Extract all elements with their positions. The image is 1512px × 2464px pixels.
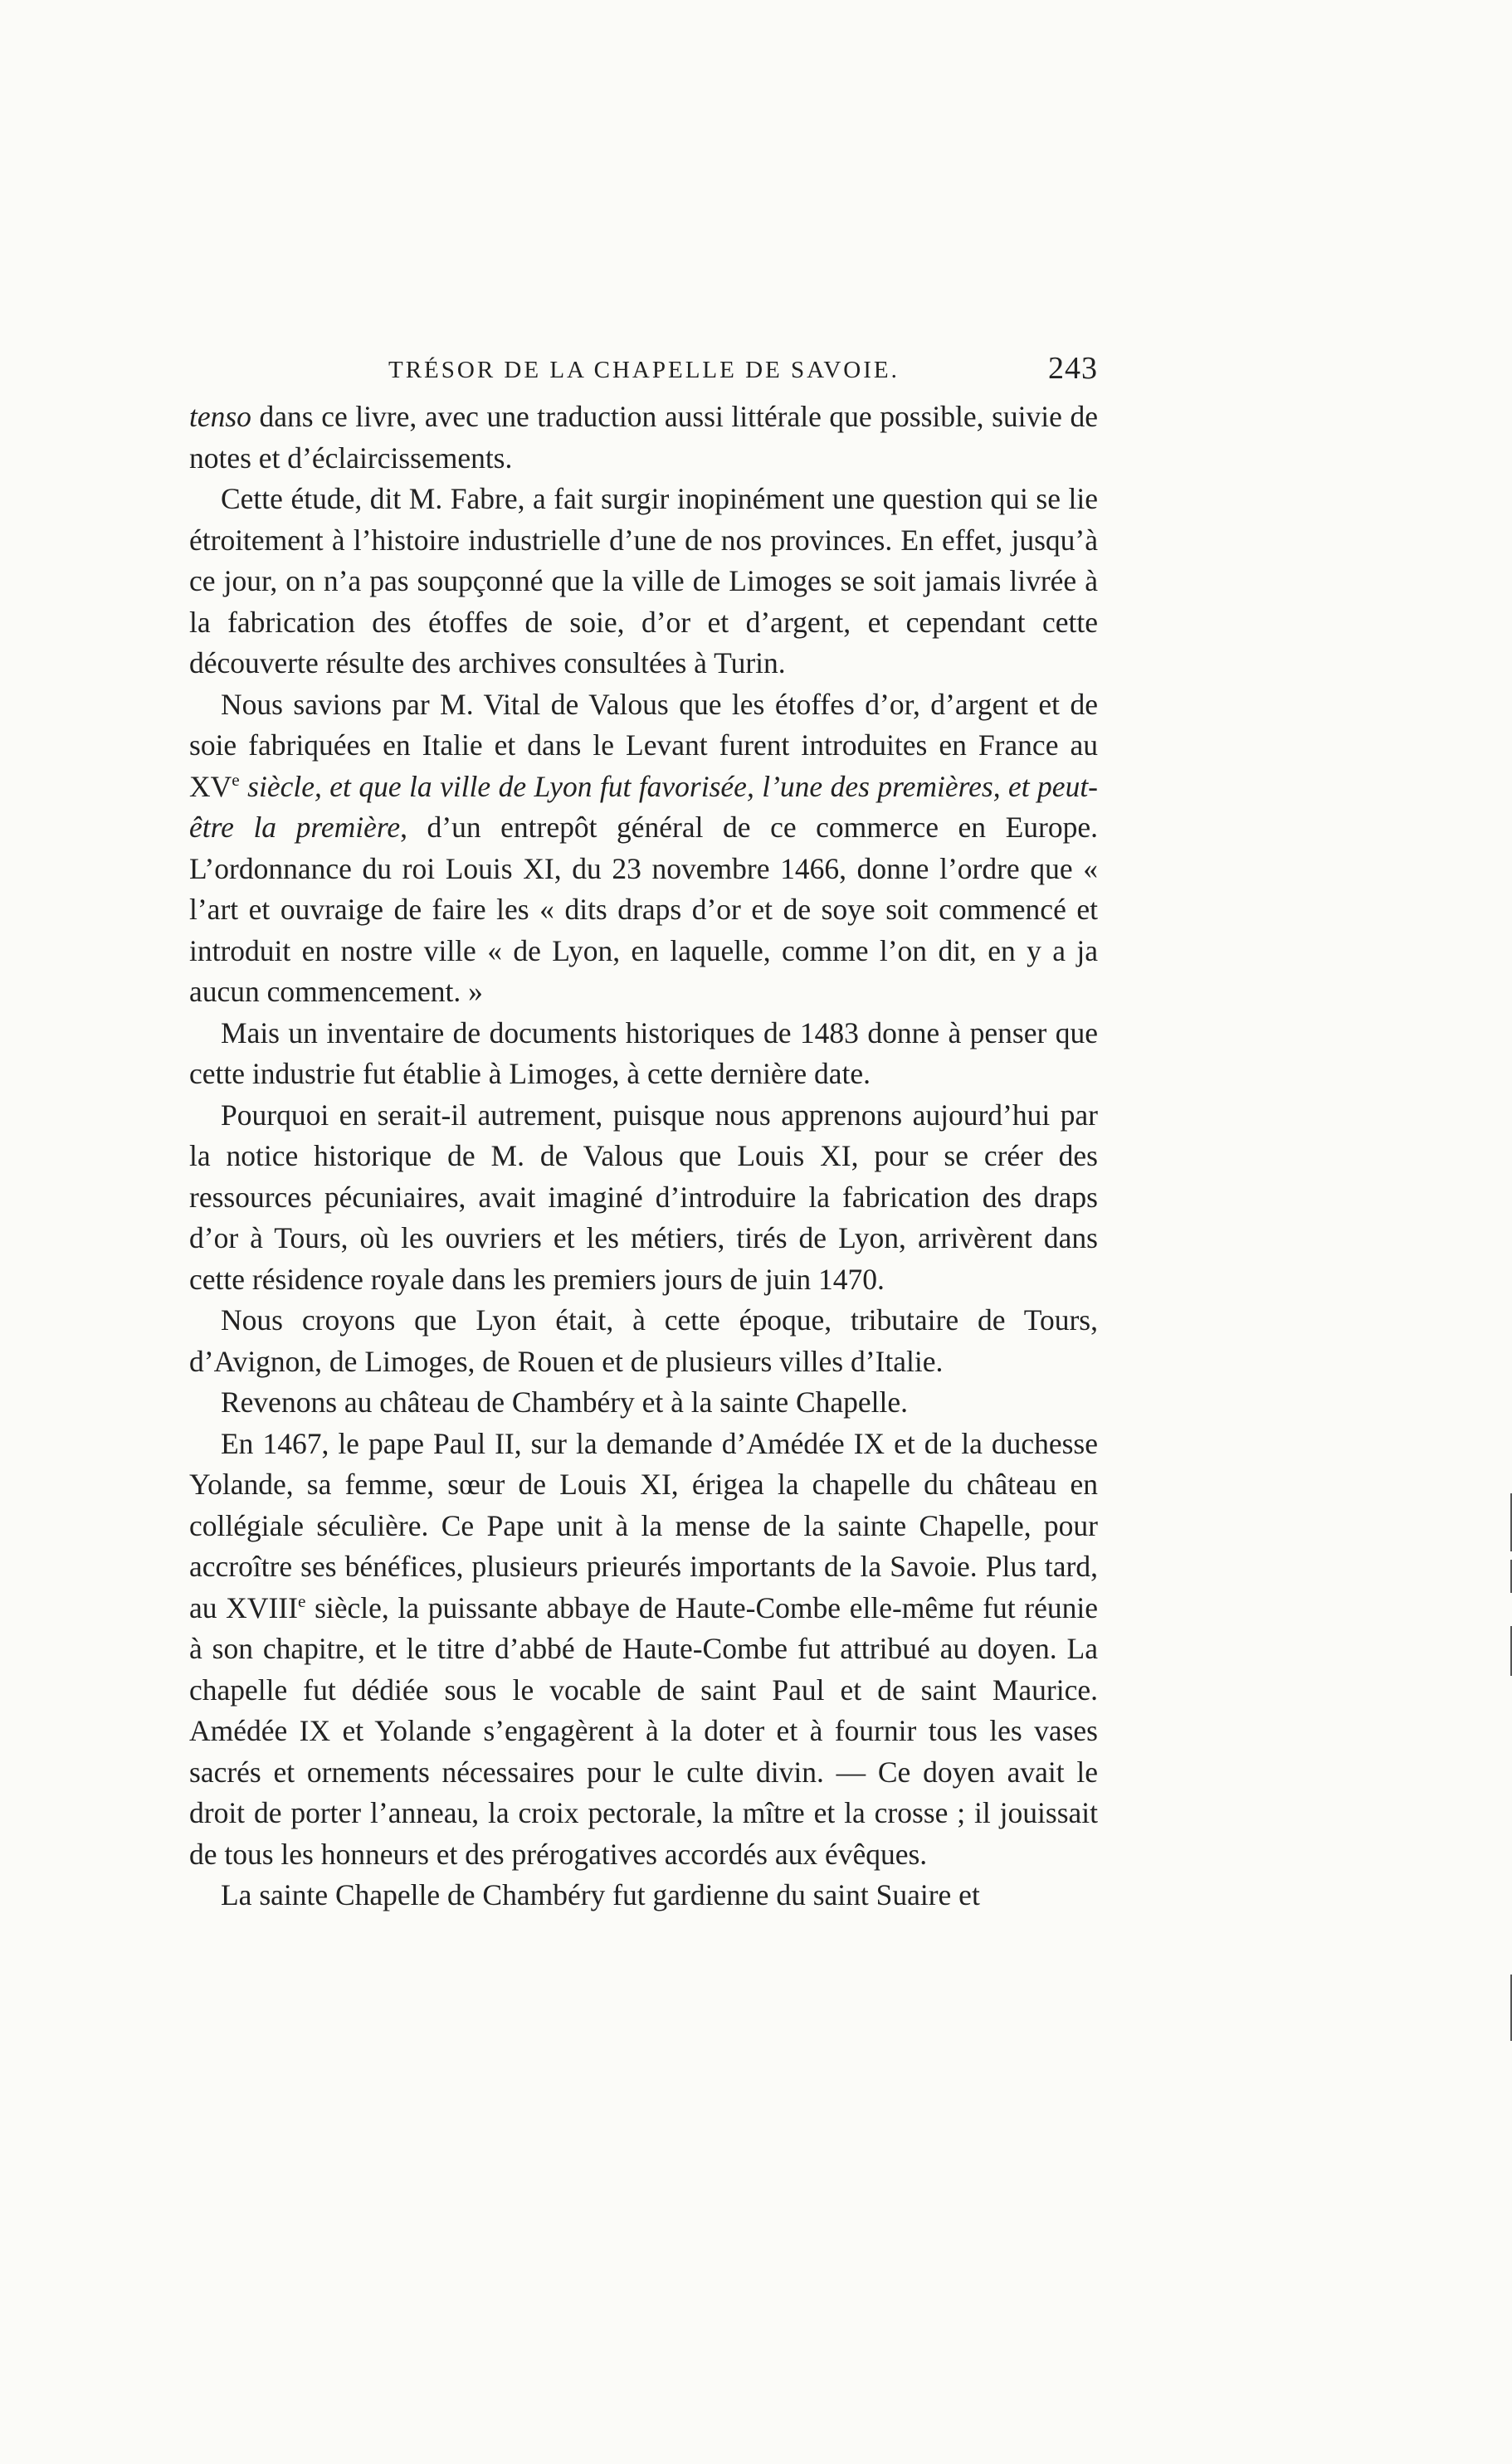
paragraph-6: Nous croyons que Lyon était, à cette époque, tributaire de Tours, d’Avignon, de Limoges, de Rouen et de plusieurs villes d’Italie. [189,1303,1098,1378]
paragraph-3 [189,684,1098,1013]
paragraph-4: Mais un inventaire de documents historiques de 1483 donne à penser que cette industrie fut établie à Limoges, à cette dernière date. [189,1015,1098,1090]
paragraph-5: Pourquoi en serait-il autrement, puisque nous apprenons aujourd’hui par la notice historique de M. de Valous que Louis XI, pour se créer des ressources pécuniaires, avait imaginé d’introduire la fabrication des draps d’or à Tours, où les ouvriers et les métiers, tirés de Lyon, arrivèrent dans cette résidence royale dans les premiers jours de juin 1470. [189,1098,1098,1296]
superscript: e [297,1590,306,1611]
paragraph-1 [189,397,1098,479]
running-title: TRÉSOR DE LA CHAPELLE DE SAVOIE. [388,357,900,383]
book-page [189,347,1098,1916]
running-head [189,347,1098,397]
paragraph-3-text-c: , d’un entrepôt général de ce commerce en Europe. L’ordonnance du roi Louis XI, du 23 novembre 1466, donne l’ordre que « l’art et ouvraige de faire les « dits draps d’or et de soye soit commencé et introduit en nostre ville « de Lyon, en laquelle, comme l’on dit, en y a ja aucun commencement. » [189,811,1099,1008]
paragraph-8-text-a: En 1467, le pape Paul II, sur la demande d’Amédée IX et de la duchesse Yolande, sa femme, sœur de Louis XI, érigea la chapelle du château en collégiale séculière. Ce Pape unit à la mense de la sainte Chapelle, pour accroître ses bénéfices, plusieurs prieurés importants de la Savoie. Plus tard, au XVIII [189,1426,1098,1624]
paragraph-8 [189,1424,1098,1876]
paragraph-3-italic-b: siècle, et que la ville de Lyon fut favorisée, l’une des premières, et peut-être [189,769,1098,844]
paragraph-3-text-a: Nous savions par M. Vital de Valous que les étoffes d’or, d’argent et de soie fabriquées en Italie et dans le Levant furent introduites en France au XV [189,687,1098,803]
paragraph-9: La sainte Chapelle de Chambéry fut gardienne du saint Suaire et [221,1878,980,1911]
paragraph-2: Cette étude, dit M. Fabre, a fait surgir inopinément une question qui se lie étroitement à l’histoire industrielle d’une de nos provinces. En effet, jusqu’à ce jour, on n’a pas soupçonné que la ville de Limoges se soit jamais livrée à la fabrication des étoffes de soie, d’or et d’argent, et cependant cette découverte résulte des archives consultées à Turin. [189,482,1098,679]
paragraph-1-text: dans ce livre, avec une traduction aussi littérale que possible, suivie de notes et d’éclaircissements. [189,400,1098,475]
body-text [189,397,1098,1916]
italic-word: tenso [189,400,251,433]
italic-phrase: la première [253,811,401,844]
paragraph-7: Revenons au château de Chambéry et à la sainte Chapelle. [221,1385,909,1419]
paragraph-8-text-b: siècle, la puissante abbaye de Haute-Combe elle-même fut réunie à son chapitre, et le titre d’abbé de Haute-Combe fut attribué au doyen. La chapelle fut dédiée sous le vocable de saint Paul et de saint Maurice. Amédée IX et Yolande s’engagèrent à la doter et à fournir tous les vases sacrés et ornements nécessaires pour le culte divin. — Ce doyen avait le droit de porter l’anneau, la croix pectorale, la mître et la crosse ; il jouissait de tous les honneurs et des prérogatives accordés aux évêques. [189,1590,1098,1871]
superscript: e [232,769,240,790]
page-number: 243 [1048,351,1098,386]
